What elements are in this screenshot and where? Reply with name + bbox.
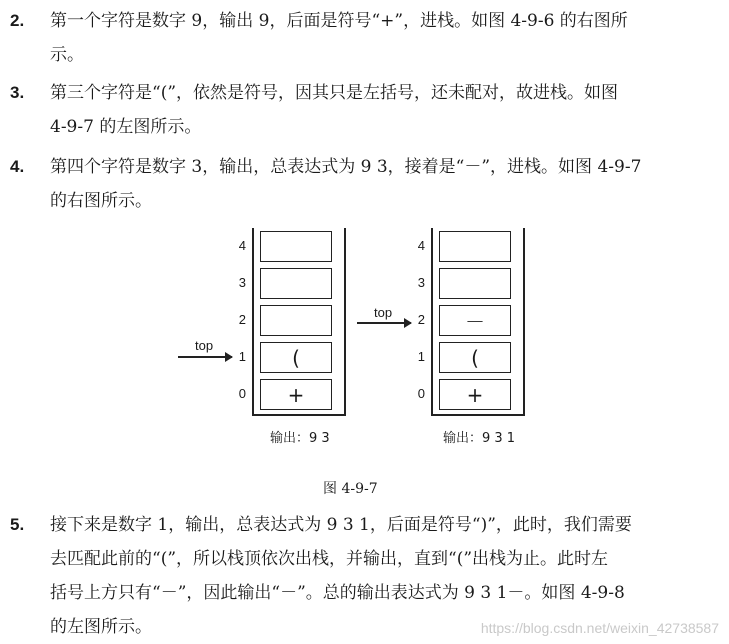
text-line: 去匹配此前的“(”，所以栈顶依次出栈，并输出，直到“(”出栈为止。此时左	[50, 549, 609, 569]
item-text	[50, 4, 720, 72]
stack-cell-1: (	[439, 342, 511, 373]
watermark: https://blog.csdn.net/weixin_42738587	[480, 620, 719, 636]
text-line: 第三个字符是“(”，依然是符号，因其只是左括号，还未配对，故进栈。如图	[50, 83, 619, 103]
text-line: 括号上方只有“－”，因此输出“－”。总的输出表达式为 9 3 1－。如图 4-9-8	[50, 583, 625, 603]
stack-cell-3	[260, 268, 332, 299]
index-label: 2	[417, 312, 425, 327]
stack-cell-2: －	[439, 305, 511, 336]
figure-caption: 图 4-9-7	[323, 481, 378, 497]
item-text	[50, 76, 720, 144]
text-line: 第一个字符是数字 9，输出 9，后面是符号“+”，进栈。如图 4-9-6 的右图所	[50, 11, 628, 31]
text-line: 的右图所示。	[50, 191, 152, 211]
item-number: 2.	[10, 11, 25, 30]
text-line: 接下来是数字 1，输出，总表达式为 9 3 1，后面是符号“)”，此时，我们需要	[50, 515, 632, 535]
stack-cell-0: +	[439, 379, 511, 410]
top-pointer-label: top	[195, 338, 214, 353]
index-label: 3	[417, 275, 425, 290]
text-line: 4-9-7 的左图所示。	[50, 117, 202, 137]
stack-diagram-right	[417, 228, 531, 448]
top-pointer-label: top	[374, 305, 393, 320]
text-line: 第四个字符是数字 3，输出，总表达式为 9 3，接着是“－”，进栈。如图 4-9-7	[50, 157, 642, 177]
text-line: 示。	[50, 45, 84, 65]
list-item	[8, 76, 720, 144]
item-text	[50, 150, 720, 218]
stack-cell-2	[260, 305, 332, 336]
index-label: 4	[417, 238, 425, 253]
output-label: 输出：9 3	[270, 431, 330, 446]
index-label: 3	[238, 275, 246, 290]
stack-diagram-left	[238, 228, 352, 448]
stack-cell-4	[260, 231, 332, 262]
index-label: 4	[238, 238, 246, 253]
top-arrow-icon	[178, 356, 232, 358]
stack-cell-1: (	[260, 342, 332, 373]
stack-cell-4	[439, 231, 511, 262]
item-number: 4.	[10, 157, 25, 176]
output-label: 输出：9 3 1	[443, 431, 516, 446]
text-line: 的左图所示。	[50, 617, 152, 637]
list-item	[8, 4, 720, 72]
index-label: 2	[238, 312, 246, 327]
stack-cell-3	[439, 268, 511, 299]
list-item	[8, 150, 720, 218]
index-label: 1	[238, 349, 246, 364]
top-arrow-icon	[357, 322, 411, 324]
index-label: 1	[417, 349, 425, 364]
item-number: 3.	[10, 83, 25, 102]
item-number: 5.	[10, 515, 25, 534]
stack-cell-0: +	[260, 379, 332, 410]
index-label: 0	[417, 386, 425, 401]
index-label: 0	[238, 386, 246, 401]
